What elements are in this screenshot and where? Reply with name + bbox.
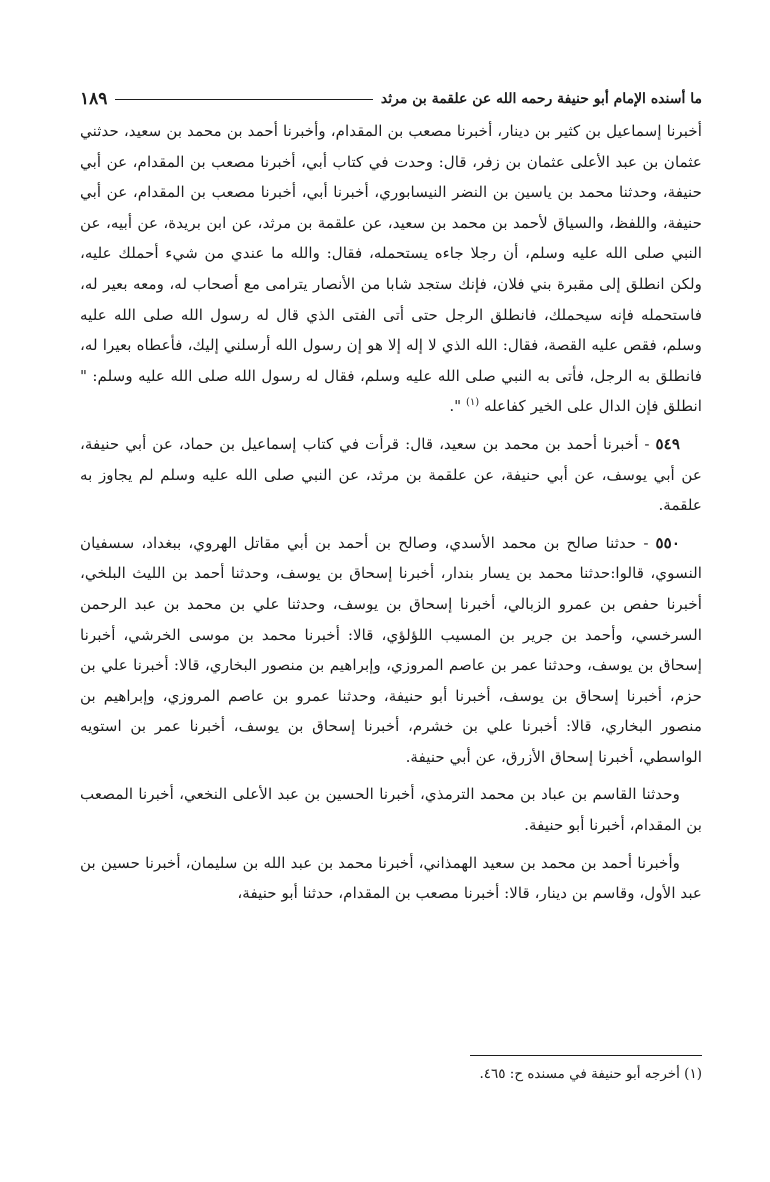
hadith-number: ٥٤٩ xyxy=(655,434,680,453)
paragraph-1 xyxy=(80,116,702,422)
page-number: ١٨٩ xyxy=(80,89,108,109)
paragraph-1-text: أخبرنا إسماعيل بن كثير بن دينار، أخبرنا مصعب بن المقدام، وأخبرنا أحمد بن محمد بن سعيد، حدثني عثمان بن عبد الأعلى عثمان بن زفر، قال: وحدت في كتاب أبي، أخبرنا مصعب بن المقدام، عن أبي حنيفة، وحدثنا محمد بن ياسين بن النضر النيسابوري، أخبرنا أبي، أخبرنا مصعب بن المقدام، عن أبي حنيفة، واللفظ، والسياق لأحمد بن محمد بن سعيد، عن علقمة بن مرثد، عن ابن بريدة، عن أبيه، عن النبي صلى الله عليه وسلم، أن رجلا جاءه يستحمله، فقال: والله ما عندي من شيء أحملك عليه، ولكن انطلق إلى مقبرة بني فلان، فإنك ستجد شابا من الأنصار يترامى مع أصحاب له، ومعه بعير له، فاستحمله فإنه سيحملك، فانطلق الرجل حتى أتى الفتى الذي قال له رسول الله صلى الله عليه وسلم، فقص عليه القصة، فقال: الله الذي لا إله إلا هو إن رسول الله أرسلني إليك، فأعطاه بعيرا له، فانطلق به الرجل، فأتى به النبي صلى الله عليه وسلم، فقال له رسول الله صلى الله عليه وسلم: " انطلق فإن الدال على الخير كفاعله xyxy=(80,122,702,416)
hadith-550 xyxy=(80,528,702,773)
hadith-text: - أخبرنا أحمد بن محمد بن سعيد، قال: قرأت في كتاب إسماعيل بن حماد، عن أبي حنيفة، عن أبي يوسف، عن أبي حنيفة، عن علقمة بن مرثد، عن النبي صلى الله عليه وسلم لم يجاوز به علقمة. xyxy=(80,434,702,515)
running-header xyxy=(80,84,702,114)
paragraph-1-end: ". xyxy=(449,397,466,416)
footnote-rule xyxy=(470,1055,702,1056)
paragraph-4: وحدثنا القاسم بن عباد بن محمد الترمذي، أخبرنا الحسين بن عبد الأعلى النخعي، أخبرنا المصعب بن المقدام، أخبرنا أبو حنيفة. xyxy=(80,785,702,835)
hadith-number: ٥٥٠ xyxy=(655,533,680,552)
chapter-title: ما أسنده الإمام أبو حنيفة رحمه الله عن علقمة بن مرثد xyxy=(380,91,702,107)
footnote-ref: (١) xyxy=(465,397,480,409)
paragraph-5: وأخبرنا أحمد بن محمد بن سعيد الهمذاني، أخبرنا محمد بن عبد الله بن سليمان، أخبرنا حسين بن عبد الأول، وقاسم بن دينار، قالا: أخبرنا مصعب بن المقدام، حدثنا أبو حنيفة، xyxy=(80,853,702,903)
hadith-549 xyxy=(80,429,702,521)
header-rule xyxy=(115,99,373,100)
footnote: (١) أخرجه أبو حنيفة في مسنده ح: ٤٦٥. xyxy=(479,1066,702,1082)
page-body xyxy=(80,116,702,916)
hadith-text: - حدثنا صالح بن محمد الأسدي، وصالح بن أحمد بن أبي مقاتل الهروي، ببغداد، سسفيان النسوي، قالوا:حدثنا محمد بن يسار بندار، أخبرنا إسحاق بن يوسف، وحدثنا أحمد بن الليث البلخي، أخبرنا حفص بن عمرو الزبالي، أخبرنا إسحاق بن يوسف، وحدثنا علي بن محمد بن عبد الرحمن السرخسي، وأحمد بن جرير بن المسيب اللؤلؤي، قالا: أخبرنا محمد بن موسى الخرشي، أخبرنا إسحاق بن يوسف، وحدثنا عمر بن عاصم المروزي، وإبراهيم بن منصور البخاري، قالا: أخبرنا علي بن حزم، أخبرنا إسحاق بن يوسف، أخبرنا أبو حنيفة، وحدثنا عمرو بن عاصم المروزي، وإبراهيم بن منصور البخاري، قالا: أخبرنا علي بن خشرم، أخبرنا إسحاق بن يوسف، أخبرنا عمر بن استويه الواسطي، أخبرنا إسحاق الأزرق، عن أبي حنيفة. xyxy=(80,533,702,766)
